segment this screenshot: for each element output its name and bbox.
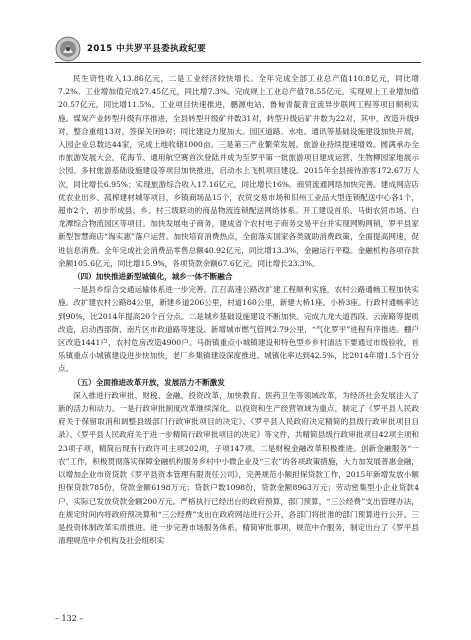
document-body (58, 72, 419, 547)
party-emblem-icon (55, 36, 81, 62)
header-divider (55, 62, 421, 63)
body-paragraph: 一是县乡综合交通运输体系进一步完善。江召高速公路改扩建工程顺利实施，农村公路通畅工程加快实施。改扩建农村公路84公里，新建乡道206公里，村道160公里，新建大桥1座、小桥3座。行政村通畅率达到90%，比2014年提高20个百分点。二是城乡基础设施建设不断加快。完成九龙大道西段、云南路等提质改造，启动西部街、南片区市政道路等建设。新增城市燃气管网2.79公里，“气化罗平”进程有序推进。棚户区改造1441户，农村危房改造4900户。马街镇重点小城镇建设和特色型乡乡村清洁下要通过市级验收，首乐镇重点小城镇建设进步快加快，老厂乡集镇建设深度推进。城镇化率达到42.5%，比2014年增1.5个百分点。 (58, 285, 419, 374)
page-number: – 132 – (55, 614, 84, 623)
section-heading-5: （五）全面推进改革开放，发展活力不断激发 (73, 377, 225, 387)
page-header (0, 36, 471, 62)
section-heading-4: （四）加快推进新型城镇化，城乡一体不断融合 (73, 272, 233, 282)
body-paragraph: 深入推进行政审批、财税、金融、投资改革，加快教育、医药卫生等领域改革，为经济社会发展注入了新的活力和动力。一是行政审批制度改革继续深化。以投资和生产经营领域为重点，制定了《罗平县人民政府关于保留取消和调整县级部门行政审批项目的决定》、《罗平县人民政府决定精简的县级行政审批项目目录》、《罗平县人民政府关于进一步精简行政审批项目的决定》等文件，共精简县级行政审批项目42项主项和23项子项，精简后现有行政许可主项202项，子项147项。二是财税金融改革积极推进。创新金融服务“一农”工作，积极贯彻落实保障金融机构服务乡村中小微企业及“三农”的各项政策措施，大力加发展普惠金融，以增加企业市资贷款《罗平县资本管理有限责任公司》，完善规范小额担保贷款工作，2015年新增发放小额担保贷款785份，贷款金额6198万元；贷款户数1098份，贷款金额8963万元；劳动密集型小企业贷款4户，实际已发放贷款金额200万元。严格执行已经出台的政府预算，部门预算，“三公经费”支出管理办法，在规定时间内将政府预决算和“三公经费”支出在政府网站进行公开，各部门将批准的部门预算进行公开。三是投资体制改革实质推进。进一步完善市场服务体系，精简审批事项，规范中介服务，制定出台了《罗平县清理规范中介机构及社会组织实 (58, 390, 419, 546)
page-header-title: 2015 中共罗平县委执政纪要 (87, 44, 207, 54)
body-paragraph: 民生资性收入13.86亿元，二是工业经济较快增长。全年完成全部工业总产值110.8亿元，同比增7.2%。工业增加值完成27.45亿元，同比增7.3%。完成规上工业总产值78.55亿元，实现规上工业增加值20.57亿元，同比增11.5%。工业项目快速推进，鹏源电站、鲁甸青靛青宜流异步联网工程等项目顺利实施。煤炭产业转型升级有序推进，全县转型升级矿井数31对，转型升级后矿井数为22对，其中，改造升级9对，整合重组13对，签保关闭9对；同比建设力度加大。园区道路、水电、通讯等基础设施建设加快开展，入园企业总数达44家，完成上地收储1000亩。三是第三产业繁荣发展。旅游业持续提速增效。圆满承办全市旅游发展大会，花海节、通用航空赛首次登陆并成为至罗平第一批旅游项目建成运营，生物柳园家地展示公园、多村旅游基础设施建设等项目加快推进，启动水上飞机项目建设。2015年全县接待游客172.67万人次，同比增长6.95%；实现旅游综合收入17.16亿元，同比增长16%。商贸流通网络加快完善。建成网店店优农业出乡、菰榨建材城等项目，乡镇商场品15个，农贸交易市场和旧州工业品大型连锁配送中心各1个，超市2个，初步形成县、乡、村三级联动的商品物流连锁配送网络体系。开工建设首乐、马街农贸市场。白龙潭综合物流园区等项目。加快发展电子商务，建成省个农村电子商务交易平台并实现网购网销，罗平县家新型智慧商店“淘实惠”落户运营。加快培育消费热点，全面落实国家各类就助消费政策，全面提高网速，促进信息消费。全年完成社会消费品零售总额40.92亿元，同比增13.3%，金融运行平稳。金融机构各项存款余额105.6亿元，同比增15.9%，各项贷款余额67.6亿元，同比增长23.3%。 (58, 74, 419, 268)
